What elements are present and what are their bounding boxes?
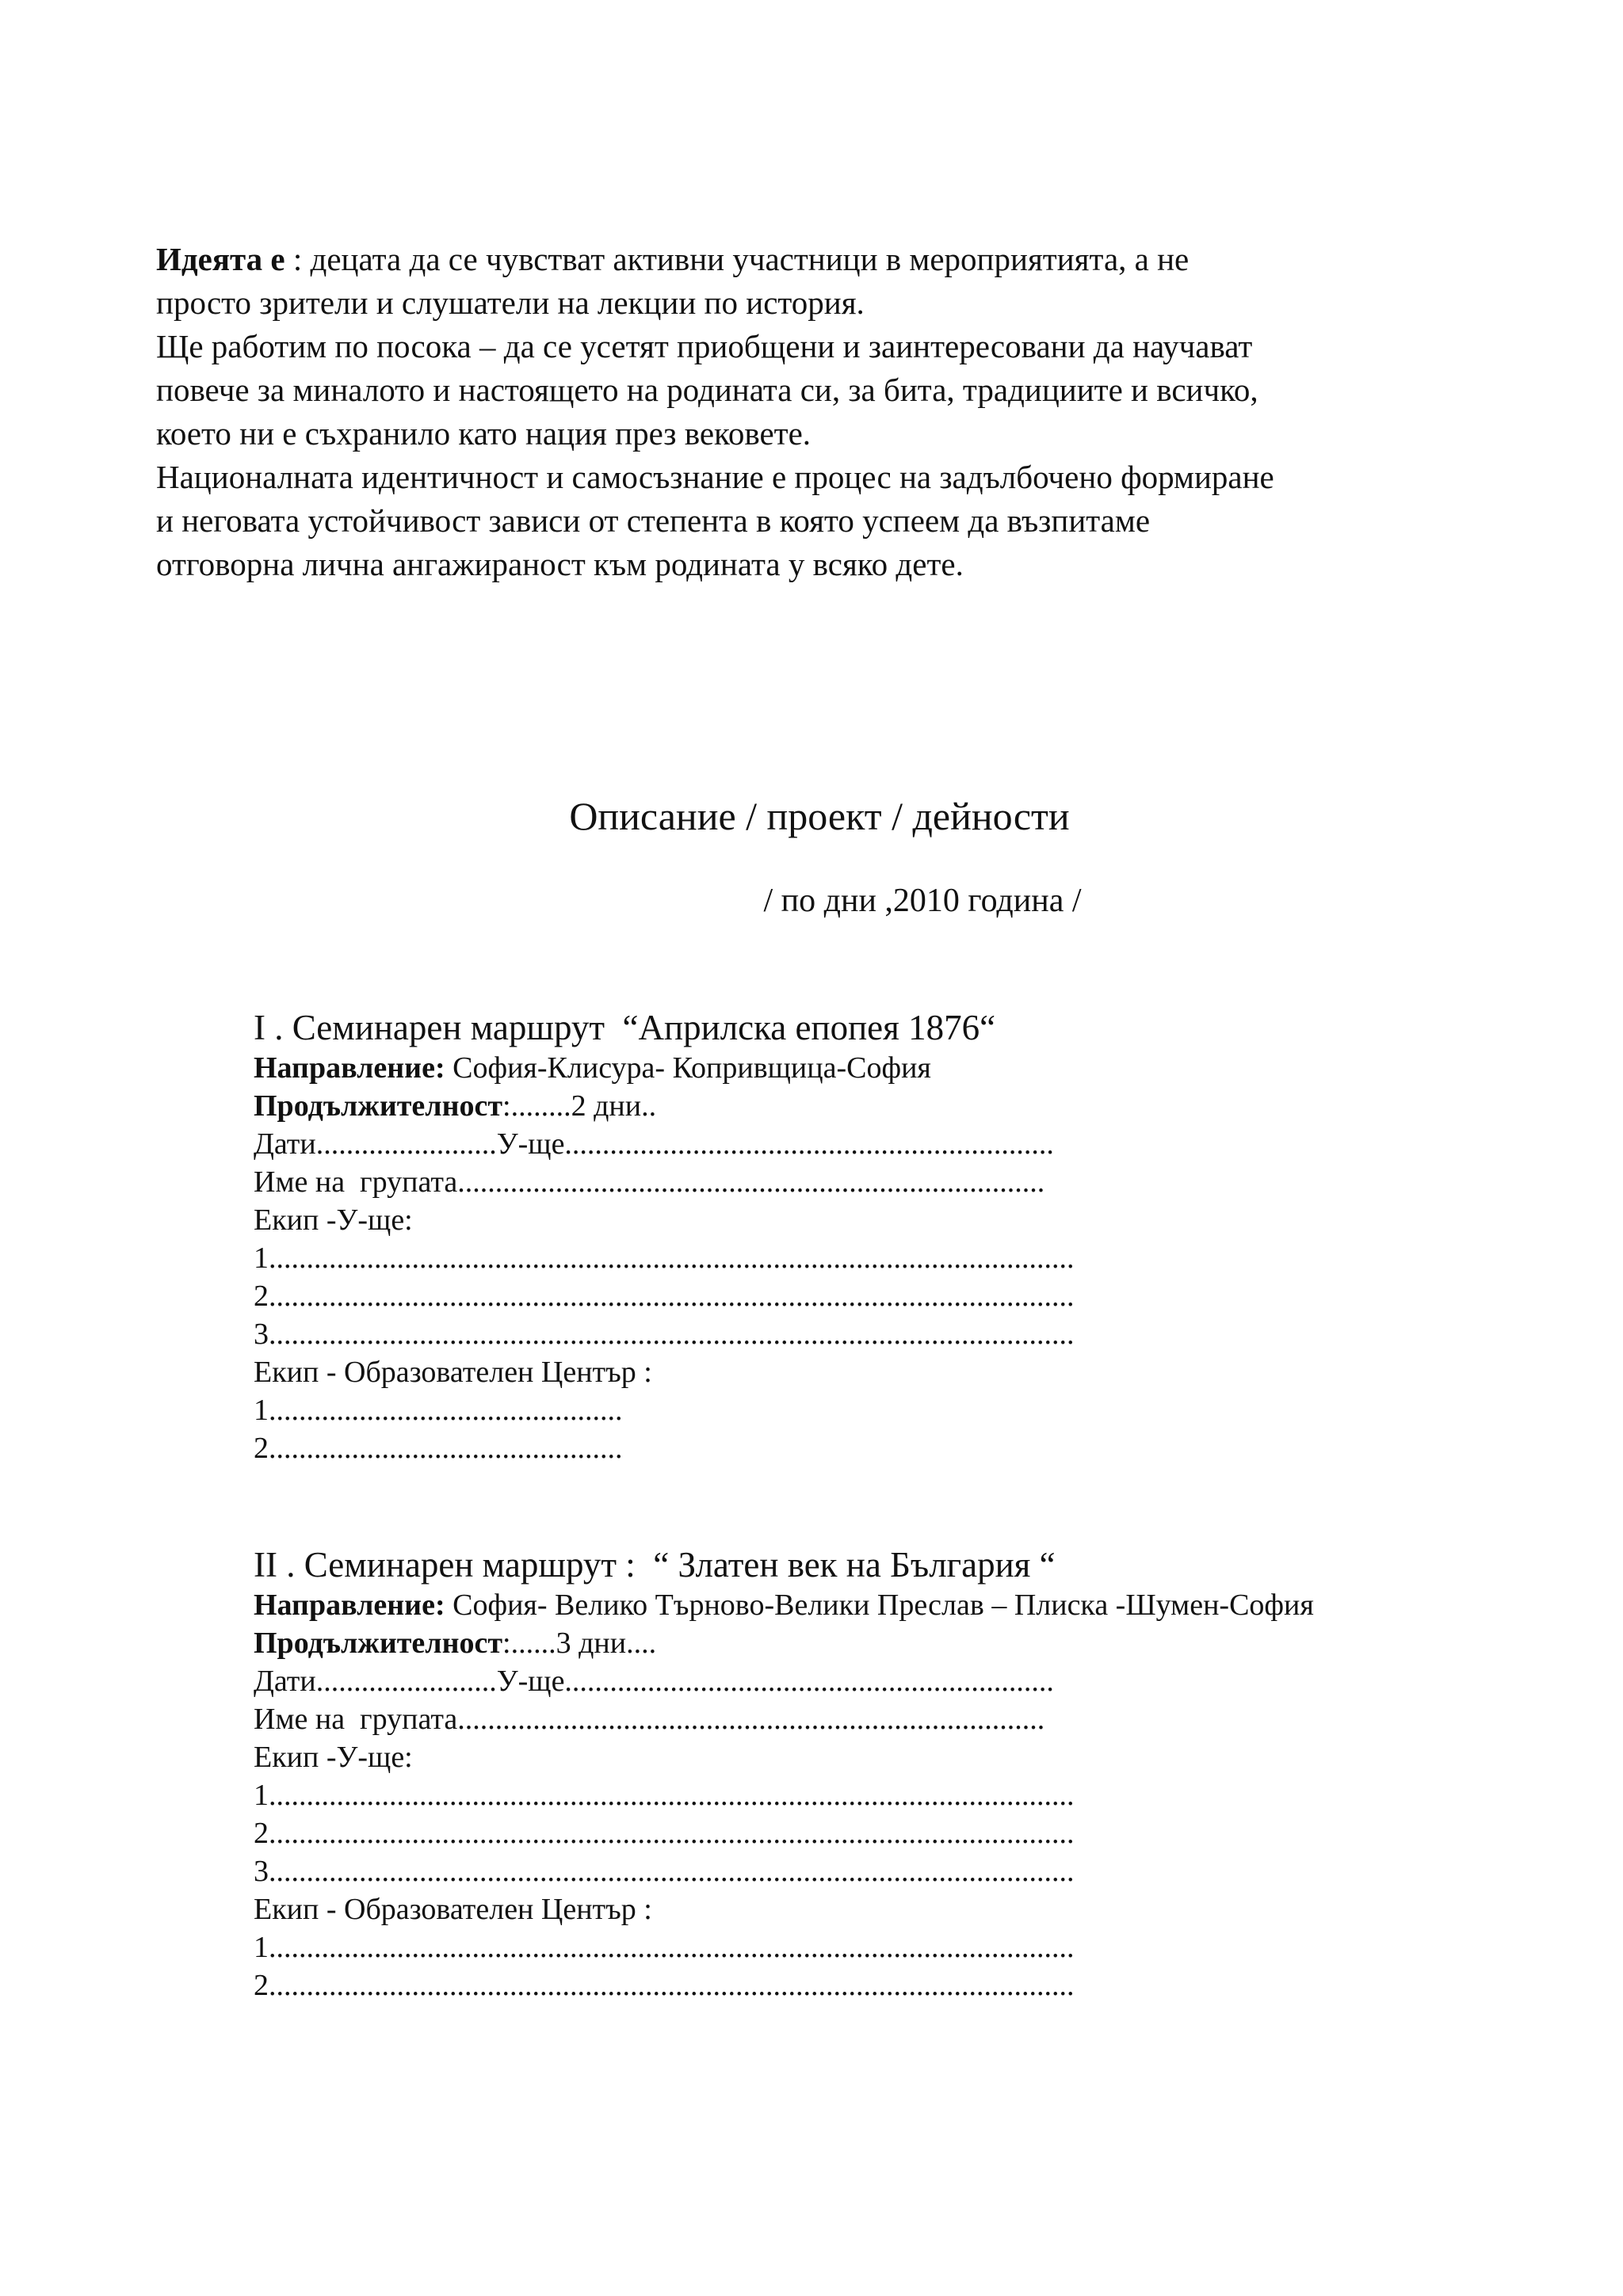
team-school-field-3: 3........................................................................................................... bbox=[254, 1318, 1075, 1351]
page-subtitle: / по дни ,2010 година / bbox=[763, 883, 1082, 919]
group-name-field: Име на групата.............................................................................. bbox=[254, 1703, 1045, 1736]
team-center-field-1: 1........................................................................................................... bbox=[254, 1931, 1075, 1964]
duration-label: Продължителност bbox=[254, 1627, 503, 1660]
duration-value: :........2 дни.. bbox=[502, 1089, 657, 1123]
team-center-label: Екип - Образователен Център : bbox=[254, 1356, 652, 1389]
intro-line-8: отговорна лична ангажираност към родината у всяко дете. bbox=[156, 546, 964, 582]
team-school-field-3: 3........................................................................................................... bbox=[254, 1855, 1075, 1888]
team-center-label: Екип - Образователен Център : bbox=[254, 1893, 652, 1926]
dates-field: Дати........................У-ще................................................................. bbox=[254, 1127, 1054, 1161]
team-center-field-1: 1............................................... bbox=[254, 1394, 623, 1427]
team-center-field-2: 2........................................................................................................... bbox=[254, 1969, 1075, 2002]
direction-value: София- Велико Търново-Велики Преслав – Плиска -Шумен-София bbox=[445, 1589, 1314, 1622]
team-school-field-1: 1........................................................................................................... bbox=[254, 1779, 1075, 1812]
intro-line-4: повече за миналото и настоящето на родината си, за бита, традициите и всичко, bbox=[156, 372, 1258, 408]
duration-row bbox=[254, 1087, 1522, 1125]
direction-row bbox=[254, 1049, 1522, 1087]
dates-field: Дати........................У-ще................................................................. bbox=[254, 1665, 1054, 1698]
group-name-field: Име на групата.............................................................................. bbox=[254, 1165, 1045, 1199]
direction-row bbox=[254, 1586, 1522, 1624]
intro-line-1 bbox=[156, 238, 1503, 281]
duration-row bbox=[254, 1624, 1522, 1662]
route-title: I . Семинарен маршрут “Априлска епопея 1876“ bbox=[254, 1008, 996, 1047]
intro-line-5: което ни е съхранило като нация през вековете. bbox=[156, 415, 812, 452]
page-title: Описание / проект / дейности bbox=[569, 794, 1070, 838]
team-school-label: Екип -У-ще: bbox=[254, 1203, 413, 1237]
intro-paragraph bbox=[156, 238, 1503, 586]
intro-lead-rest: : децата да се чувстват активни участници в мероприятията, а не bbox=[285, 241, 1190, 277]
team-center-field-2: 2............................................... bbox=[254, 1432, 623, 1465]
team-school-label: Екип -У-ще: bbox=[254, 1741, 413, 1774]
team-school-field-1: 1........................................................................................................... bbox=[254, 1241, 1075, 1275]
intro-line-2: просто зрители и слушатели на лекции по история. bbox=[156, 284, 865, 321]
direction-label: Направление: bbox=[254, 1051, 445, 1085]
team-school-field-2: 2........................................................................................................... bbox=[254, 1280, 1075, 1313]
intro-line-3: Ще работим по посока – да се усетят приобщени и заинтересовани да научават bbox=[156, 328, 1253, 364]
direction-label: Направление: bbox=[254, 1589, 445, 1622]
intro-line-7: и неговата устойчивост зависи от степента в която успеем да възпитаме bbox=[156, 502, 1151, 539]
duration-value: :......3 дни.... bbox=[502, 1627, 657, 1660]
intro-line-6: Националната идентичност и самосъзнание е процес на задълбочено формиране bbox=[156, 459, 1274, 495]
team-school-field-2: 2........................................................................................................... bbox=[254, 1817, 1075, 1850]
route-section-2 bbox=[254, 1543, 1522, 2004]
route-section-1 bbox=[254, 1006, 1522, 1467]
duration-label: Продължителност bbox=[254, 1089, 503, 1123]
direction-value: София-Клисура- Копривщица-София bbox=[445, 1051, 931, 1085]
intro-lead-bold: Идеята е bbox=[156, 241, 285, 277]
route-title: II . Семинарен маршрут : “ Златен век на България “ bbox=[254, 1545, 1056, 1585]
